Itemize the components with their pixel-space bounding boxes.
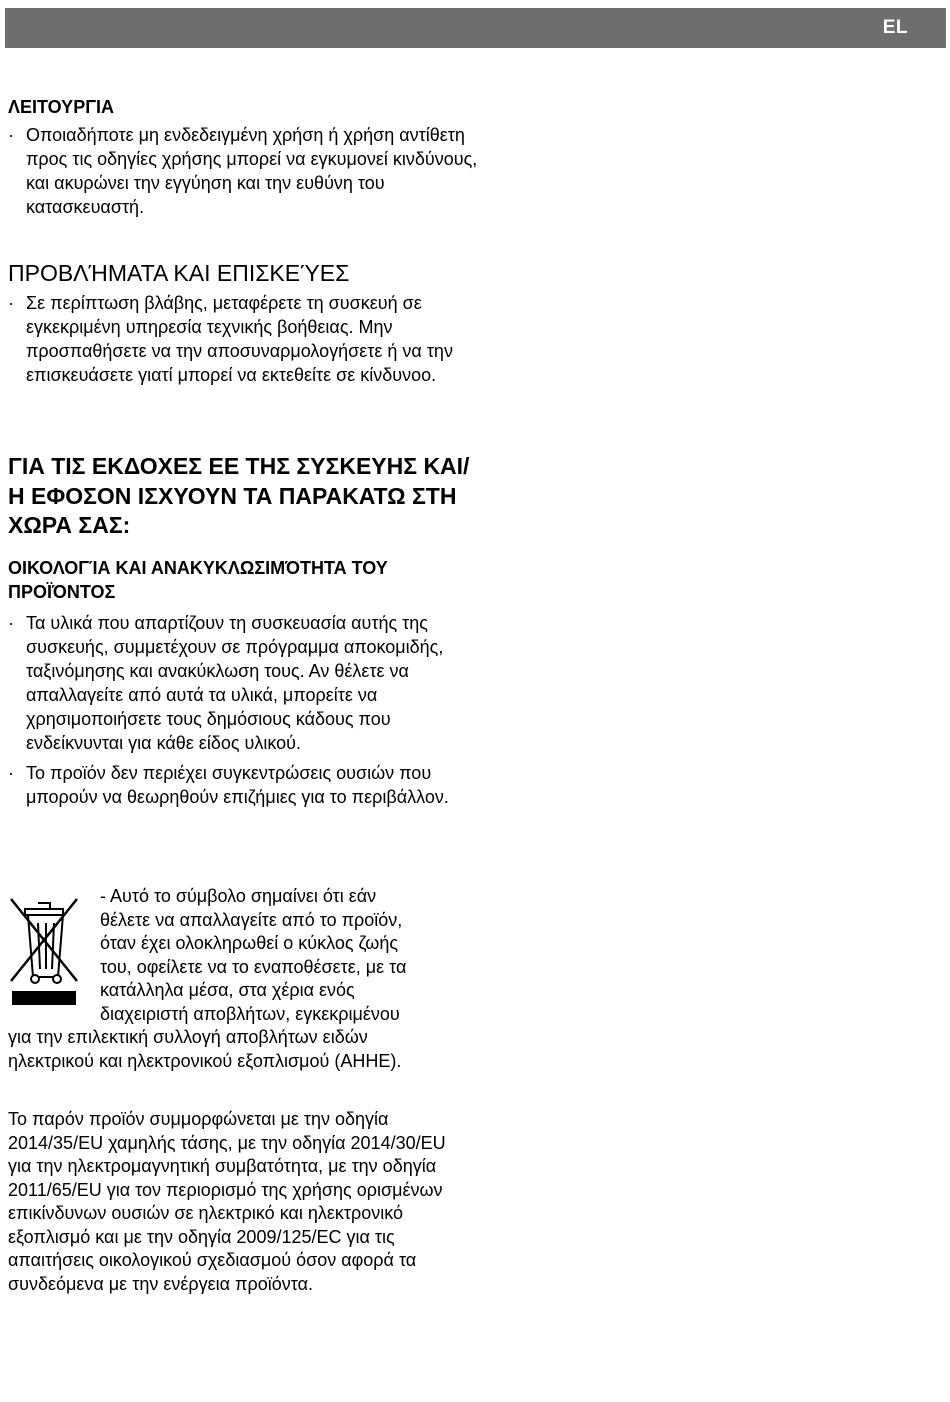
- eu-title: ΓΙΑ ΤΙΣ ΕΚΔΟΧΕΣ ΕΕ ΤΗΣ ΣΥΣΚΕΥΗΣ ΚΑΙ/Η ΕΦΟΣΟΝ ΙΣΧΥΟΥΝ ΤΑ ΠΑΡΑΚΑΤΩ ΣΤΗ ΧΩΡΑ ΣΑΣ:: [8, 453, 470, 538]
- weee-text: - Αυτό το σύμβολο σημαίνει ότι εάν θέλετε να απαλλαγείτε από το προϊόν, όταν έχει ολοκληρωθεί ο κύκλος ζωής του, οφείλετε να το εναποθέσετε, με τα κατάλληλα μέσα, στα χέρια ενός διαχειριστή αποβλήτων, εγκεκριμένου για την επιλεκτική συλλογή αποβλήτων ειδών ηλεκτρικού και ηλεκτρονικού εξοπλισμού (ΑΗΗΕ).: [8, 886, 407, 1071]
- operation-title: ΛΕΙΤΟΥΡΓΙΑ: [8, 97, 115, 117]
- repairs-title: ΠΡΟΒΛΉΜΑΤΑ ΚΑΙ ΕΠΙΣΚΕΎΕΣ: [8, 260, 350, 286]
- list-item: · Οποιαδήποτε μη ενδεδειγμένη χρήση ή χρήση αντίθετη προς τις οδηγίες χρήσης μπορεί να εγκυμονεί κινδύνους, και ακυρώνει την εγγύηση και την ευθύνη του κατασκευαστή.: [8, 125, 478, 217]
- list-item: · Το προϊόν δεν περιέχει συγκεντρώσεις ουσιών που μπορούν να θεωρηθούν επιζήμιες για το περιβάλλον.: [8, 762, 449, 807]
- repairs-list: [8, 291, 478, 387]
- operation-list: [8, 123, 478, 219]
- eu-section: [8, 452, 473, 815]
- language-label: EL: [882, 17, 908, 38]
- compliance-text: Το παρόν προϊόν συμμορφώνεται με την οδηγία 2014/35/EU χαμηλής τάσης, με την οδηγία 2014/30/EU για την ηλεκτρομαγνητική συμβατότητα, με την οδηγία 2011/65/EU για τον περιορισμό της χρήσης ορισμένων επικίνδυνων ουσιών σε ηλεκτρικό και ηλεκτρονικό εξοπλισμό και με την οδηγία 2009/125/EC για τις απαιτήσεις οικολογικού σχεδιασμού όσον αφορά τα συνδεόμενα με την ενέργεια προϊόντα.: [8, 1109, 446, 1294]
- eco-list: [8, 611, 473, 809]
- list-item: · Σε περίπτωση βλάβης, μεταφέρετε τη συσκευή σε εγκεκριμένη υπηρεσία τεχνικής βοήθειας. Μην προσπαθήσετε να την αποσυναρμολογήσετε ή να την επισκευάσετε γιατί μπορεί να εκτεθείτε σε κίνδυνοο.: [8, 293, 453, 385]
- list-item: · Τα υλικά που απαρτίζουν τη συσκευασία αυτής της συσκευής, συμμετέχουν σε πρόγραμμα αποκομιδής, ταξινόμησης και ανακύκλωση τους. Αν θέλετε να απαλλαγείτε από αυτά τα υλικά, μπορείτε να χρησιμοποιήσετε τους δημόσιους κάδους που ενδείκνυνται για κάθε είδος υλικού.: [8, 612, 444, 753]
- header-bar: [5, 8, 946, 48]
- compliance-section: [8, 1108, 470, 1296]
- eco-title: ΟΙΚΟΛΟΓΊΑ ΚΑΙ ΑΝΑΚΥΚΛΩΣΙΜΌΤΗΤΑ ΤΟΥ ΠΡΟΪΌΝΤΟΣ: [8, 557, 388, 602]
- operation-section: [8, 95, 478, 225]
- repairs-section: [8, 259, 478, 393]
